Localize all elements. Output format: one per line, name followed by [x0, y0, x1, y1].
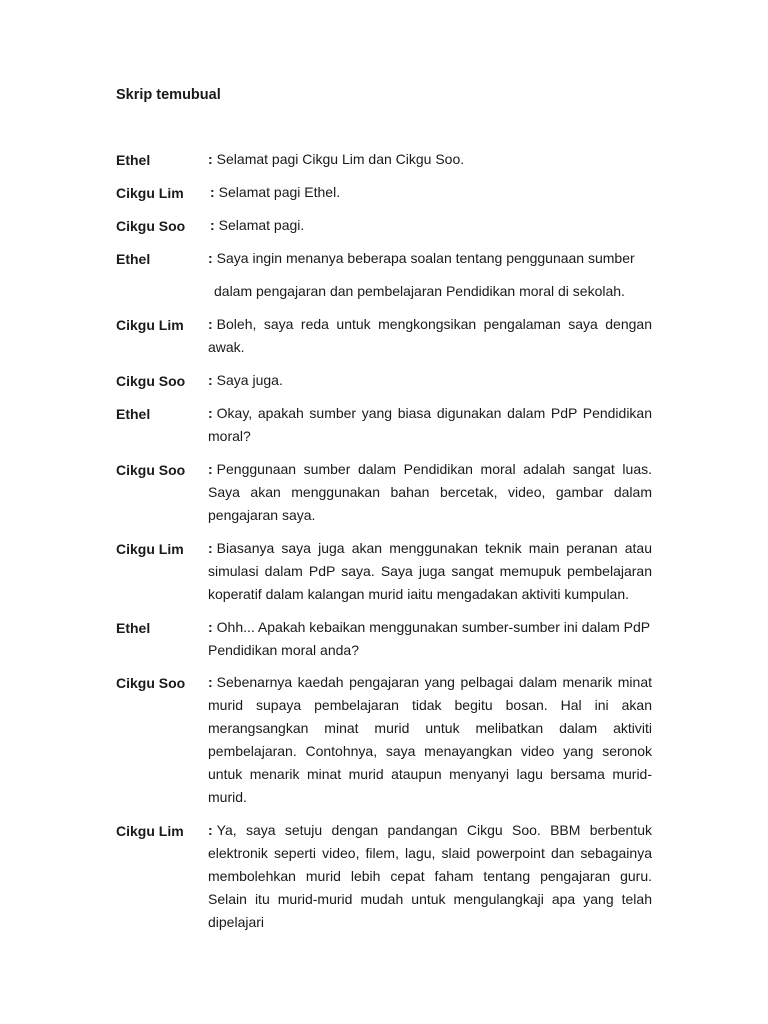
- colon: :: [208, 822, 213, 838]
- speaker-name: Cikgu Lim: [116, 317, 184, 333]
- colon: :: [208, 674, 213, 690]
- colon: :: [208, 405, 213, 421]
- speaker-name: Ethel: [116, 152, 151, 168]
- speaker-name: Cikgu Lim: [116, 823, 184, 839]
- dialogue-text-content: Selamat pagi Cikgu Lim dan Cikgu Soo.: [216, 151, 465, 167]
- dialogue-text-content: Saya ingin menanya beberapa soalan tentang penggunaan sumber: [216, 250, 635, 266]
- dialogue-text: [208, 537, 652, 606]
- dialogue-text-content: Boleh, saya reda untuk mengkongsikan pengalaman saya dengan awak.: [208, 316, 652, 355]
- speaker-name: Cikgu Soo: [116, 462, 186, 478]
- dialogue-text: [208, 402, 652, 448]
- speaker-name: Cikgu Lim: [116, 541, 184, 557]
- speaker-name: Cikgu Soo: [116, 675, 186, 691]
- speaker-name: Cikgu Soo: [116, 218, 186, 234]
- dialogue-text: [208, 819, 652, 934]
- dialogue-text-content: Selamat pagi.: [218, 217, 305, 233]
- dialogue-text: [208, 671, 652, 809]
- dialogue-text: [208, 616, 652, 662]
- dialogue-text-continuation: dalam pengajaran dan pembelajaran Pendidikan moral di sekolah.: [214, 283, 625, 299]
- dialogue-text: [208, 247, 652, 270]
- document-title: Skrip temubual: [116, 87, 221, 103]
- colon: :: [208, 372, 213, 388]
- dialogue-text-content: Saya juga.: [216, 372, 283, 388]
- speaker-name: Ethel: [116, 251, 151, 267]
- dialogue-text-content: Okay, apakah sumber yang biasa digunakan dalam PdP Pendidikan moral?: [208, 405, 652, 444]
- colon: :: [208, 619, 213, 635]
- speaker-name: Ethel: [116, 620, 151, 636]
- dialogue-text: [208, 148, 652, 171]
- colon: :: [208, 540, 213, 556]
- dialogue-text-content: Selamat pagi Ethel.: [218, 184, 341, 200]
- colon: :: [208, 151, 213, 167]
- dialogue-text: [208, 369, 652, 392]
- dialogue-text-content: Penggunaan sumber dalam Pendidikan moral adalah sangat luas. Saya akan menggunakan bahan bercetak, video, gambar dalam pengajaran saya.: [208, 461, 652, 523]
- speaker-name: Cikgu Soo: [116, 373, 186, 389]
- dialogue-text-content: Ohh... Apakah kebaikan menggunakan sumber-sumber ini dalam PdP Pendidikan moral anda?: [208, 619, 650, 658]
- speaker-name: Ethel: [116, 406, 151, 422]
- dialogue-text-content: Sebenarnya kaedah pengajaran yang pelbagai dalam menarik minat murid supaya pembelajaran tidak begitu bosan. Hal ini akan merangsangkan minat murid untuk melibatkan dalam aktiviti pembelajaran. Contohnya, saya menayangkan video yang seronok untuk menarik minat murid ataupun menyanyi lagu bersama murid-murid.: [208, 674, 652, 805]
- dialogue-text: [210, 214, 654, 237]
- colon: :: [208, 316, 213, 332]
- colon: :: [210, 217, 215, 233]
- colon: :: [210, 184, 215, 200]
- speaker-name: Cikgu Lim: [116, 185, 184, 201]
- colon: :: [208, 250, 213, 266]
- dialogue-text-content: Biasanya saya juga akan menggunakan teknik main peranan atau simulasi dalam PdP saya. Saya juga sangat memupuk pembelajaran koperatif dalam kalangan murid iaitu mengadakan aktiviti kumpulan.: [208, 540, 652, 602]
- dialogue-text: [210, 181, 654, 204]
- dialogue-text: [208, 458, 652, 527]
- dialogue-text: [208, 313, 652, 359]
- dialogue-text-content: Ya, saya setuju dengan pandangan Cikgu Soo. BBM berbentuk elektronik seperti video, filem, lagu, slaid powerpoint dan sebagainya membolehkan murid lebih cepat faham tentang pengajaran guru. Selain itu murid-murid mudah untuk mengulangkaji apa yang telah dipelajari: [208, 822, 652, 930]
- colon: :: [208, 461, 213, 477]
